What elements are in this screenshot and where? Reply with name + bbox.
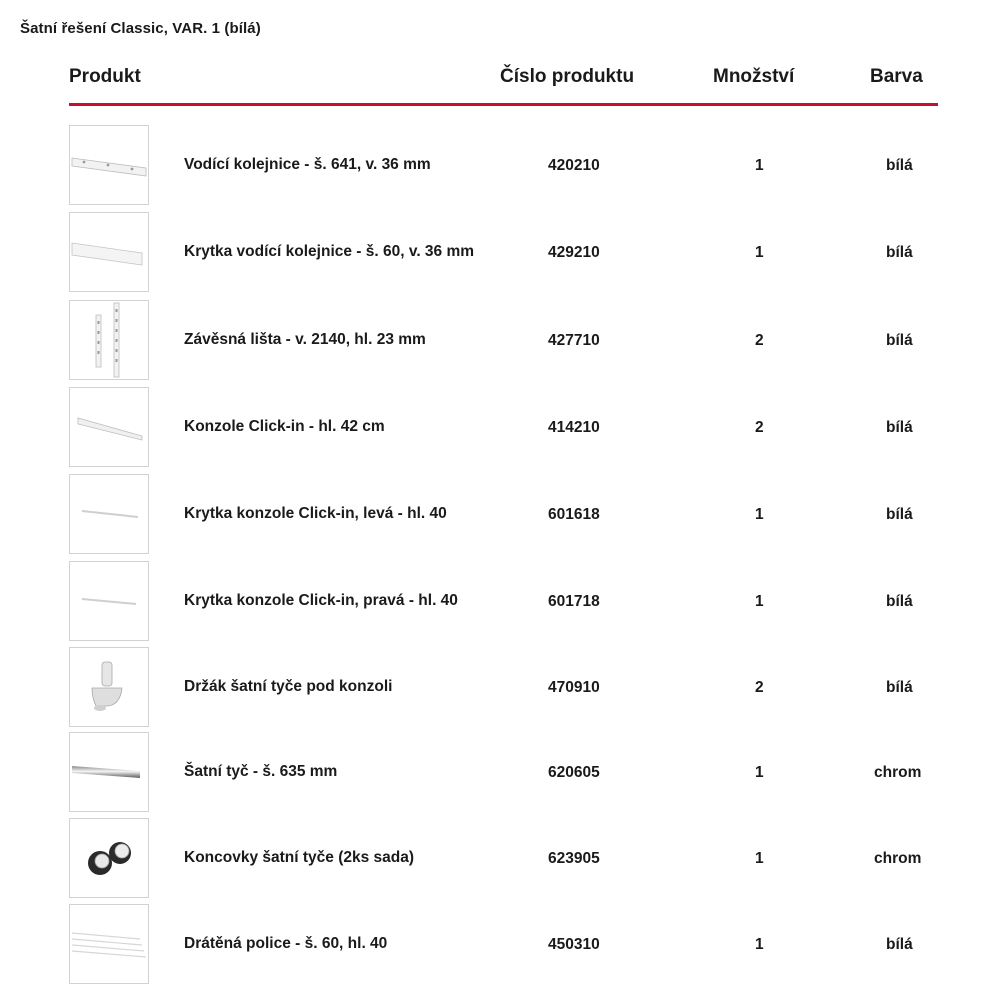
product-name: Závěsná lišta - v. 2140, hl. 23 mm [184, 331, 426, 348]
product-color: chrom [874, 850, 922, 867]
hanging-strip-icon [70, 301, 148, 379]
product-number: 601618 [548, 506, 600, 523]
product-thumbnail[interactable] [69, 387, 149, 467]
column-header-number: Číslo produktu [500, 66, 635, 87]
product-color: bílá [886, 332, 913, 349]
product-name: Vodící kolejnice - š. 641, v. 36 mm [184, 156, 431, 173]
table-row [0, 125, 1000, 207]
product-thumbnail[interactable] [69, 561, 149, 641]
rod-end-caps-icon [70, 819, 148, 897]
product-name: Krytka konzole Click-in, pravá - hl. 40 [184, 592, 458, 609]
product-thumbnail[interactable] [69, 300, 149, 380]
product-color: bílá [886, 593, 913, 610]
product-number: 414210 [548, 419, 600, 436]
table-row [0, 387, 1000, 469]
product-name: Koncovky šatní tyče (2ks sada) [184, 849, 415, 866]
column-header-quantity: Množství [713, 66, 795, 87]
product-quantity: 2 [755, 332, 764, 349]
product-color: bílá [886, 419, 913, 436]
table-row [0, 474, 1000, 556]
rod-holder-icon [70, 648, 148, 726]
table-row [0, 818, 1000, 900]
wire-shelf-icon [70, 905, 148, 983]
product-thumbnail[interactable] [69, 125, 149, 205]
table-row [0, 732, 1000, 814]
product-color: chrom [874, 764, 922, 781]
product-name: Konzole Click-in - hl. 42 cm [184, 418, 385, 435]
product-color: bílá [886, 679, 913, 696]
product-name: Krytka konzole Click-in, levá - hl. 40 [184, 505, 447, 522]
product-color: bílá [886, 157, 913, 174]
bracket-icon [70, 388, 148, 466]
product-name: Držák šatní tyče pod konzoli [184, 678, 393, 695]
rail-cover-icon [70, 213, 148, 291]
product-quantity: 1 [755, 593, 764, 610]
column-header-color: Barva [870, 66, 923, 87]
product-thumbnail[interactable] [69, 904, 149, 984]
product-quantity: 1 [755, 764, 764, 781]
table-row [0, 904, 1000, 986]
bracket-cover-right-icon [70, 562, 148, 640]
table-row [0, 647, 1000, 729]
product-color: bílá [886, 244, 913, 261]
product-number: 429210 [548, 244, 600, 261]
product-thumbnail[interactable] [69, 647, 149, 727]
product-quantity: 1 [755, 506, 764, 523]
product-quantity: 1 [755, 850, 764, 867]
table-row [0, 212, 1000, 294]
product-color: bílá [886, 936, 913, 953]
product-thumbnail[interactable] [69, 212, 149, 292]
product-number: 427710 [548, 332, 600, 349]
product-number: 450310 [548, 936, 600, 953]
product-quantity: 1 [755, 244, 764, 261]
product-name: Šatní tyč - š. 635 mm [184, 763, 338, 780]
product-quantity: 2 [755, 679, 764, 696]
product-number: 623905 [548, 850, 600, 867]
table-row [0, 561, 1000, 643]
product-color: bílá [886, 506, 913, 523]
product-thumbnail[interactable] [69, 474, 149, 554]
product-number: 620605 [548, 764, 600, 781]
product-number: 420210 [548, 157, 600, 174]
product-thumbnail[interactable] [69, 732, 149, 812]
bracket-cover-left-icon [70, 475, 148, 553]
product-quantity: 2 [755, 419, 764, 436]
product-name: Krytka vodící kolejnice - š. 60, v. 36 mm [184, 243, 475, 260]
product-thumbnail[interactable] [69, 818, 149, 898]
column-header-product: Produkt [69, 66, 141, 87]
product-quantity: 1 [755, 936, 764, 953]
product-number: 601718 [548, 593, 600, 610]
clothes-rod-icon [70, 733, 148, 811]
product-name: Drátěná police - š. 60, hl. 40 [184, 935, 388, 952]
product-number: 470910 [548, 679, 600, 696]
table-row [0, 300, 1000, 382]
page-title: Šatní řešení Classic, VAR. 1 (bílá) [20, 20, 261, 37]
wall-rail-icon [70, 126, 148, 204]
product-quantity: 1 [755, 157, 764, 174]
